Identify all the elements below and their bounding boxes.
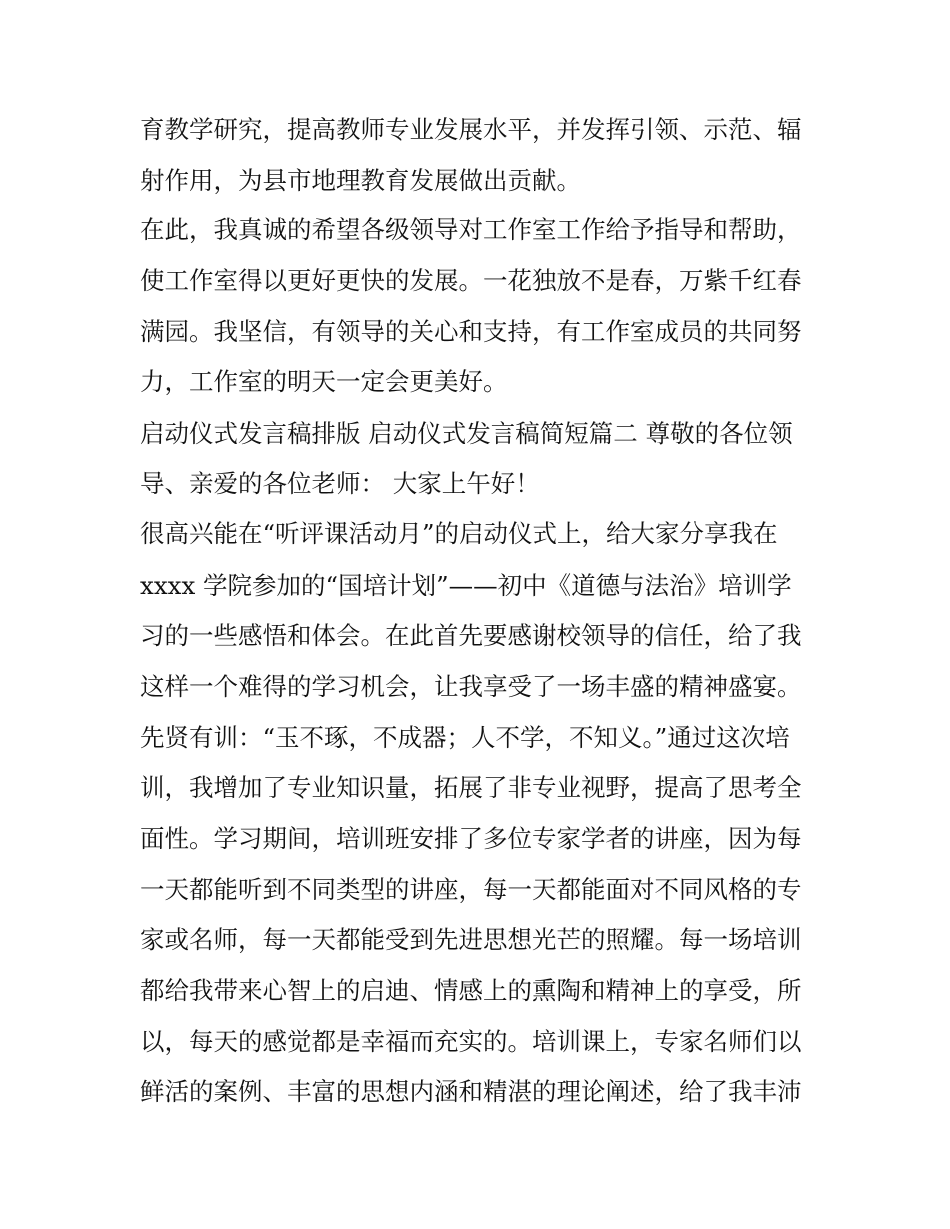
text-line: 鲜活的案例、丰富的思想内涵和精湛的理论阐述，给了我丰沛 xyxy=(140,1077,802,1106)
text-line: 训，我增加了专业知识量，拓展了非专业视野，提高了思考全 xyxy=(140,773,802,802)
text-line: 面性。学习期间，培训班安排了多位专家学者的讲座，因为每 xyxy=(140,824,802,853)
text-line: 使工作室得以更好更快的发展。一花独放不是春，万紫千红春 xyxy=(140,266,802,295)
text-line: 很高兴能在“听评课活动月”的启动仪式上，给大家分享我在 xyxy=(140,519,778,548)
text-line: 都给我带来心智上的启迪、情感上的熏陶和精神上的享受，所 xyxy=(140,976,802,1005)
text-line: 先贤有训：“玉不琢，不成器；人不学，不知义。”通过这次培 xyxy=(140,723,790,752)
text-line: 家或名师，每一天都能受到先进思想光芒的照耀。每一场培训 xyxy=(140,925,802,954)
text-line: xxxx 学院参加的“国培计划”——初中《道德与法治》培训学 xyxy=(140,571,792,600)
text-line: 育教学研究，提高教师专业发展水平，并发挥引领、示范、辐 xyxy=(140,115,802,144)
text-line: 一天都能听到不同类型的讲座，每一天都能面对不同风格的专 xyxy=(140,875,802,904)
text-line: 导、亲爱的各位老师： 大家上午好！ xyxy=(140,469,540,498)
text-line: 以，每天的感觉都是幸福而充实的。培训课上，专家名师们以 xyxy=(140,1027,802,1056)
text-line: 习的一些感悟和体会。在此首先要感谢校领导的信任，给了我 xyxy=(140,621,802,650)
text-line: 满园。我坚信，有领导的关心和支持，有工作室成员的共同努 xyxy=(140,317,802,346)
text-line: 射作用，为县市地理教育发展做出贡献。 xyxy=(140,166,581,195)
text-line: 在此，我真诚的希望各级领导对工作室工作给予指导和帮助， xyxy=(140,215,802,244)
text-line: 这样一个难得的学习机会，让我享受了一场丰盛的精神盛宴。 xyxy=(140,672,802,701)
text-line: 力，工作室的明天一定会更美好。 xyxy=(140,367,508,396)
text-line: 启动仪式发言稿排版 启动仪式发言稿简短篇二 尊敬的各位领 xyxy=(140,419,793,448)
